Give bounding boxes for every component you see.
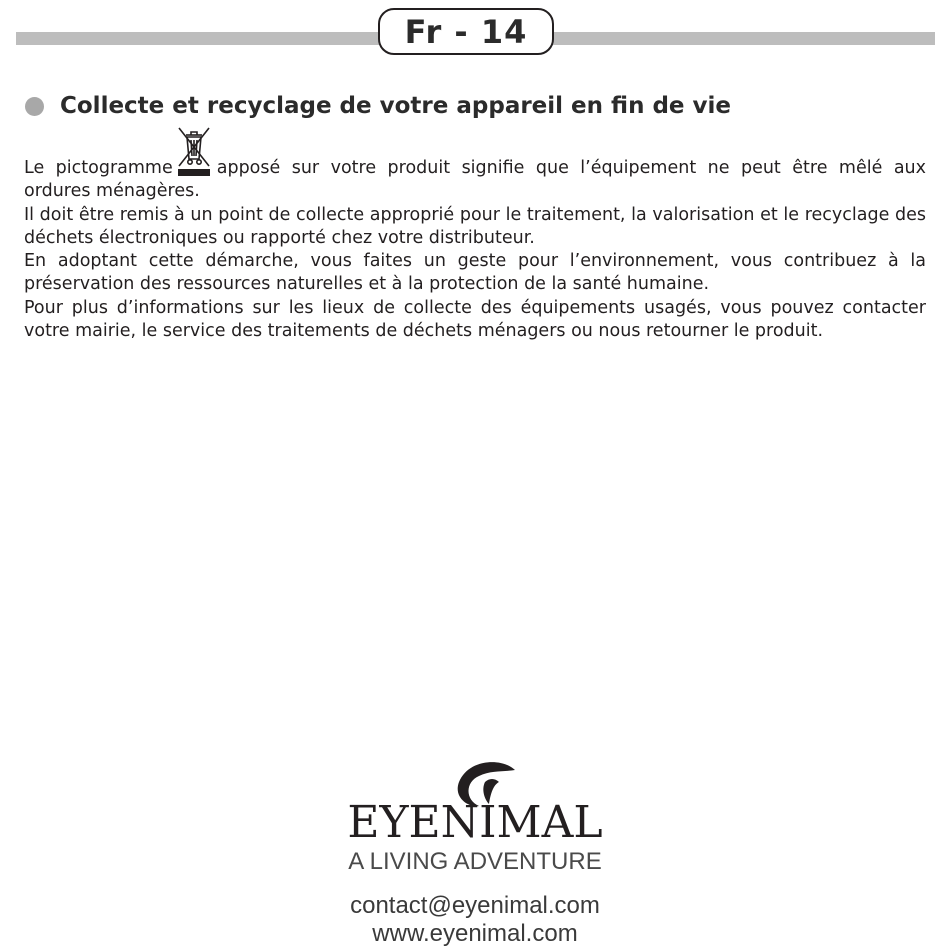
paragraph-2: Il doit être remis à un point de collecte approprié pour le traitement, la valorisation et le recyclage des déchets électroniques ou rapporté chez votre distributeur. bbox=[24, 204, 926, 248]
paragraph-4: Pour plus d’informations sur les lieux de collecte des équipements usagés, vous pouvez contacter votre mairie, le service des traitements de déchets ménagers ou nous retourner le produit. bbox=[24, 297, 926, 342]
brand-name: EYENIMAL bbox=[347, 797, 603, 848]
contact-email: contact@eyenimal.com bbox=[350, 892, 600, 919]
body-text bbox=[24, 150, 926, 343]
weee-crossed-bin-icon bbox=[175, 150, 213, 173]
bullet-icon bbox=[25, 97, 44, 116]
para1-end: apposé sur votre produit signifie que l’équipement ne peut être mêlé aux ordures ménagères. bbox=[24, 158, 927, 202]
page-number-badge: Fr - 14 bbox=[378, 8, 554, 55]
paragraph-1 bbox=[24, 150, 926, 204]
section-title: Collecte et recyclage de votre appareil en fin de vie bbox=[60, 93, 732, 119]
paragraph-3: En adoptant cette démarche, vous faites un geste pour l’environnement, vous contribuez à la préservation des ressources naturelles et à la protection de la santé humaine. bbox=[24, 251, 926, 295]
para1-start: Le pictogramme bbox=[24, 158, 173, 178]
eyenimal-logo bbox=[330, 760, 620, 875]
brand-tagline: A LIVING ADVENTURE bbox=[348, 848, 602, 875]
section-heading bbox=[25, 90, 731, 122]
contact-website: www.eyenimal.com bbox=[372, 920, 578, 947]
contact-block bbox=[0, 892, 950, 948]
